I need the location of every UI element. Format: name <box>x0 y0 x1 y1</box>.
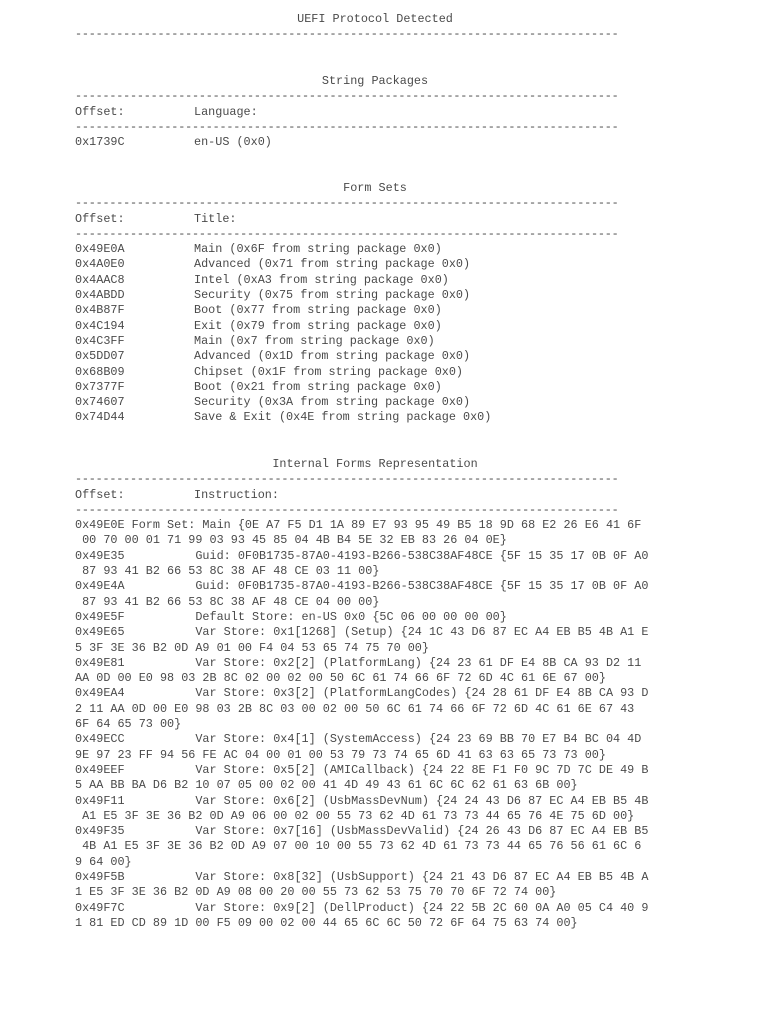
divider: ------------------------------------------------------------------------------- <box>75 119 619 134</box>
column-header-title: Title: <box>194 211 237 226</box>
offset-cell: 0x4A0E0 <box>75 257 125 272</box>
instruction-line: 1 81 ED CD 89 1D 00 F5 09 00 02 00 44 65 6C 6C 50 72 6F 64 75 63 74 00} <box>75 915 578 930</box>
table-header <box>75 212 675 227</box>
title-cell: Boot (0x77 from string package 0x0) <box>194 303 442 318</box>
instruction-list <box>75 518 675 931</box>
divider: ------------------------------------------------------------------------------- <box>75 502 619 517</box>
instruction-line: 9 64 00} <box>75 854 132 869</box>
title-cell: Boot (0x21 from string package 0x0) <box>194 379 442 394</box>
offset-cell: 0x4B87F <box>75 303 125 318</box>
offset-cell: 0x4C194 <box>75 318 125 333</box>
divider: ------------------------------------------------------------------------------- <box>75 226 619 241</box>
divider: ------------------------------------------------------------------------------- <box>75 89 619 104</box>
offset-cell: 0x5DD07 <box>75 349 125 364</box>
form-sets-rows <box>75 242 675 426</box>
title-cell: Exit (0x79 from string package 0x0) <box>194 318 442 333</box>
offset-cell: 0x4AAC8 <box>75 272 125 287</box>
section-title: Internal Forms Representation <box>272 457 478 471</box>
instruction-line: 1 E5 3F 3E 36 B2 0D A9 08 00 20 00 55 73 62 53 75 70 70 6F 72 74 00} <box>75 885 557 900</box>
offset-cell: 0x74D44 <box>75 410 125 425</box>
offset-cell: 0x49E0A <box>75 242 125 257</box>
offset-cell: 0x4ABDD <box>75 288 125 303</box>
instruction-line: 0x49F5B Var Store: 0x8[32] (UsbSupport) {24 21 43 D6 87 EC A4 EB B5 4B A <box>75 870 649 885</box>
instruction-line: 0x49E0E Form Set: Main {0E A7 F5 D1 1A 89 E7 93 95 49 B5 18 9D 68 E2 26 E6 41 6F <box>75 518 642 533</box>
column-header-language: Language: <box>194 104 258 119</box>
instruction-line: 0x49EEF Var Store: 0x5[2] (AMICallback) {24 22 8E F1 F0 9C 7D 7C DE 49 B <box>75 762 649 777</box>
instruction-line: A1 E5 3F 3E 36 B2 0D A9 06 00 02 00 55 73 62 4D 61 73 73 44 65 76 4E 75 6D 00} <box>75 808 635 823</box>
table-row <box>75 334 675 349</box>
instruction-line: 00 70 00 01 71 99 03 93 45 85 04 4B B4 5E 32 EB 83 26 04 0E} <box>75 533 507 548</box>
divider: ------------------------------------------------------------------------------- <box>75 472 619 487</box>
language-cell: en-US (0x0) <box>194 135 272 150</box>
instruction-line: 0x49E35 Guid: 0F0B1735-87A0-4193-B266-538C38AF48CE {5F 15 35 17 0B 0F A0 <box>75 548 649 563</box>
instruction-line: 87 93 41 B2 66 53 8C 38 AF 48 CE 03 11 00} <box>75 564 380 579</box>
offset-cell: 0x68B09 <box>75 364 125 379</box>
title-cell: Advanced (0x71 from string package 0x0) <box>194 257 471 272</box>
offset-cell: 0x7377F <box>75 379 125 394</box>
table-row <box>75 135 675 150</box>
internal-forms-section <box>75 457 675 931</box>
title-cell: Save & Exit (0x4E from string package 0x0) <box>194 410 492 425</box>
instruction-line: 0x49F7C Var Store: 0x9[2] (DellProduct) {24 22 5B 2C 60 0A A0 05 C4 40 9 <box>75 900 649 915</box>
table-header <box>75 105 675 120</box>
instruction-line: 0x49E81 Var Store: 0x2[2] (PlatformLang) {24 23 61 DF E4 8B CA 93 D2 11 <box>75 655 642 670</box>
instruction-line: 0x49E4A Guid: 0F0B1735-87A0-4193-B266-538C38AF48CE {5F 15 35 17 0B 0F A0 <box>75 579 649 594</box>
instruction-line: 4B A1 E5 3F 3E 36 B2 0D A9 07 00 10 00 55 73 62 4D 61 73 73 44 65 76 56 61 6C 6 <box>75 839 642 854</box>
instruction-line: 0x49F11 Var Store: 0x6[2] (UsbMassDevNum) {24 24 43 D6 87 EC A4 EB B5 4B <box>75 793 649 808</box>
instruction-line: 0x49E5F Default Store: en-US 0x0 {5C 06 00 00 00 00} <box>75 609 507 624</box>
column-header-offset: Offset: <box>75 211 125 226</box>
table-row <box>75 365 675 380</box>
instruction-line: 0x49ECC Var Store: 0x4[1] (SystemAccess) {24 23 69 BB 70 E7 B4 BC 04 4D <box>75 732 642 747</box>
divider: ------------------------------------------------------------------------------- <box>75 27 619 42</box>
title-cell: Intel (0xA3 from string package 0x0) <box>194 272 449 287</box>
instruction-line: 0x49EA4 Var Store: 0x3[2] (PlatformLangCodes) {24 28 61 DF E4 8B CA 93 D <box>75 686 649 701</box>
table-row <box>75 273 675 288</box>
table-row <box>75 303 675 318</box>
title-cell: Main (0x7 from string package 0x0) <box>194 333 435 348</box>
column-header-offset: Offset: <box>75 104 125 119</box>
table-row <box>75 395 675 410</box>
string-packages-rows <box>75 135 675 150</box>
table-header <box>75 488 675 503</box>
table-row <box>75 242 675 257</box>
instruction-line: 5 AA BB BA D6 B2 10 07 05 00 02 00 41 4D 49 43 61 6C 6C 62 61 63 6B 00} <box>75 778 578 793</box>
offset-cell: 0x74607 <box>75 395 125 410</box>
offset-cell: 0x4C3FF <box>75 333 125 348</box>
title-cell: Security (0x75 from string package 0x0) <box>194 288 471 303</box>
instruction-line: 0x49E65 Var Store: 0x1[1268] (Setup) {24 1C 43 D6 87 EC A4 EB B5 4B A1 E <box>75 625 649 640</box>
string-packages-section <box>75 74 675 150</box>
table-row <box>75 319 675 334</box>
form-sets-section <box>75 181 675 426</box>
instruction-line: 0x49F35 Var Store: 0x7[16] (UsbMassDevValid) {24 26 43 D6 87 EC A4 EB B5 <box>75 824 649 839</box>
title-cell: Chipset (0x1F from string package 0x0) <box>194 364 464 379</box>
page-title: UEFI Protocol Detected <box>297 12 453 26</box>
instruction-line: 5 3F 3E 36 B2 0D A9 01 00 F4 04 53 65 74 75 70 00} <box>75 640 429 655</box>
table-row <box>75 410 675 425</box>
title-cell: Advanced (0x1D from string package 0x0) <box>194 349 471 364</box>
section-title: Form Sets <box>343 181 407 195</box>
table-row <box>75 349 675 364</box>
table-row <box>75 288 675 303</box>
table-row <box>75 380 675 395</box>
column-header-instruction: Instruction: <box>194 487 279 502</box>
offset-cell: 0x1739C <box>75 135 125 150</box>
instruction-line: 6F 64 65 73 00} <box>75 717 182 732</box>
instruction-line: 9E 97 23 FF 94 56 FE AC 04 00 01 00 53 79 73 74 65 6D 41 63 63 65 73 73 00} <box>75 747 606 762</box>
document-header <box>75 12 675 43</box>
table-row <box>75 257 675 272</box>
title-cell: Security (0x3A from string package 0x0) <box>194 395 471 410</box>
divider: ------------------------------------------------------------------------------- <box>75 196 619 211</box>
column-header-offset: Offset: <box>75 487 125 502</box>
section-title: String Packages <box>321 74 429 88</box>
instruction-line: 2 11 AA 0D 00 E0 98 03 2B 8C 03 00 02 00 50 6C 61 74 66 6F 72 6D 4C 61 6E 67 43 <box>75 701 635 716</box>
instruction-line: 87 93 41 B2 66 53 8C 38 AF 48 CE 04 00 00} <box>75 594 380 609</box>
title-cell: Main (0x6F from string package 0x0) <box>194 242 442 257</box>
instruction-line: AA 0D 00 E0 98 03 2B 8C 02 00 02 00 50 6C 61 74 66 6F 72 6D 4C 61 6E 67 00} <box>75 671 606 686</box>
